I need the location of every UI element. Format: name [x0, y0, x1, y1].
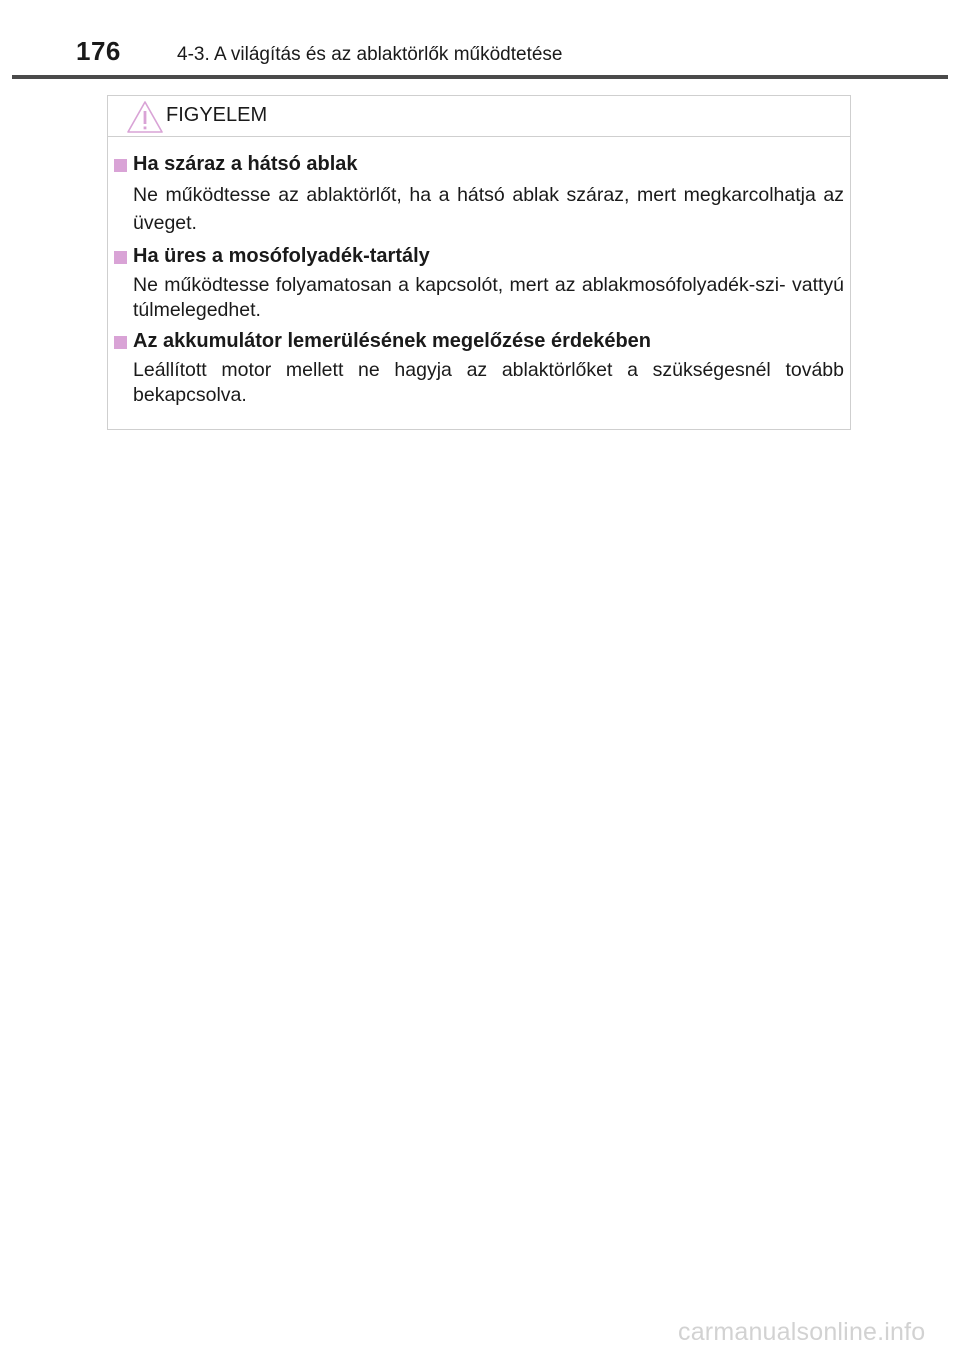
- warning-item-text: Leállított motor mellett ne hagyja az ablaktörlőket a szükségesnél tovább bekapcsolva.: [133, 359, 844, 406]
- page-header: [0, 0, 960, 80]
- warning-item-heading: Az akkumulátor lemerülésének megelőzése érdekében: [133, 330, 652, 352]
- warning-item-text: Ne működtesse folyamatosan a kapcsolót, mert az ablakmosófolyadék-szi- vattyú túlmelegedhet.: [133, 274, 844, 321]
- warning-box: [107, 95, 851, 430]
- warning-header: [108, 96, 850, 137]
- warning-triangle-icon: [126, 100, 164, 134]
- warning-item-heading: Ha száraz a hátsó ablak: [133, 153, 358, 175]
- warning-item-heading: Ha üres a mosófolyadék-tartály: [133, 245, 430, 267]
- section-title: 4-3. A világítás és az ablaktörlők működtetése: [177, 44, 563, 65]
- header-rule: [12, 75, 948, 79]
- page-number: 176: [76, 36, 121, 66]
- square-bullet-icon: [114, 336, 127, 349]
- square-bullet-icon: [114, 159, 127, 172]
- watermark: carmanualsonline.info: [678, 1318, 926, 1346]
- square-bullet-icon: [114, 251, 127, 264]
- warning-item-text: Ne működtesse az ablaktörlőt, ha a hátsó ablak száraz, mert megkarcolhatja az üveget.: [133, 184, 844, 234]
- warning-title: FIGYELEM: [166, 104, 268, 126]
